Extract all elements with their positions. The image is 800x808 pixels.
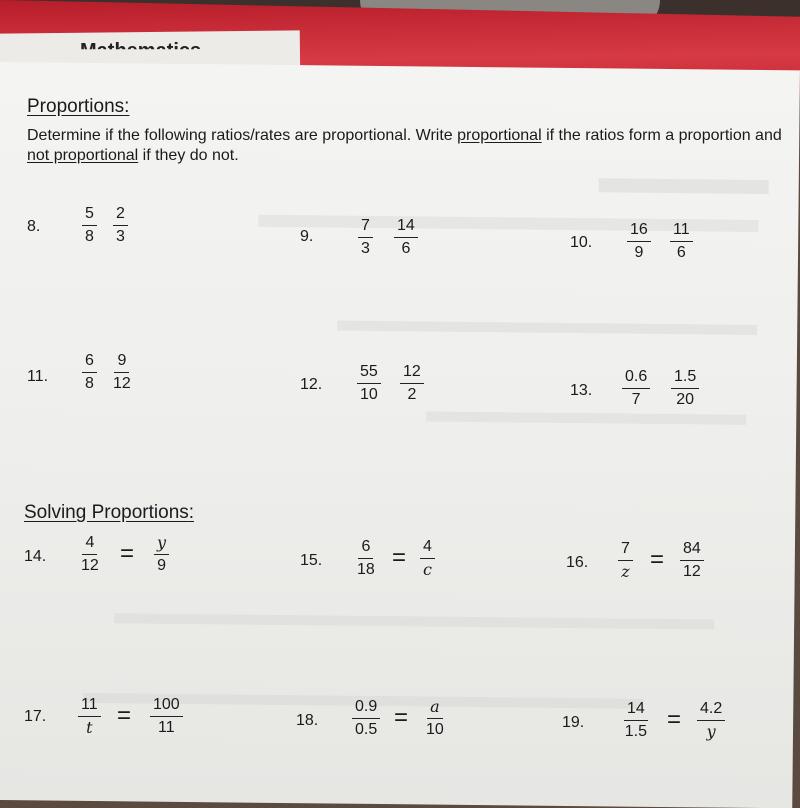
problem-10-number: 10. bbox=[570, 234, 593, 251]
problem-19-number: 19. bbox=[562, 714, 585, 731]
problem-8-ratio-a: $\frac{5}{8}$ bbox=[82, 205, 97, 246]
problem-19-equals: = bbox=[667, 706, 682, 733]
problem-19-ratio-a: $\frac{14}{1.5}$ bbox=[624, 700, 648, 740]
problem-18-ratio-b: $\frac{a}{10}$ bbox=[426, 697, 444, 738]
problem-15-equals: = bbox=[392, 544, 407, 571]
problem-11-ratio-b: $\frac{9}{12}$ bbox=[113, 352, 131, 392]
problem-17-ratio-a: $\frac{11}{t}$ bbox=[78, 696, 101, 737]
section-heading-proportions: Proportions: bbox=[27, 96, 130, 117]
problem-15-number: 15. bbox=[300, 552, 323, 569]
problem-9-ratio-b: $\frac{14}{6}$ bbox=[394, 217, 418, 258]
problem-15-ratio-b: $\frac{4}{c}$ bbox=[420, 538, 435, 579]
problem-15-ratio-a: $\frac{6}{18}$ bbox=[357, 538, 375, 578]
problem-8-ratio-b: $\frac{2}{3}$ bbox=[113, 205, 128, 246]
instructions: Determine if the following ratios/rates are proportional. Write proportional if the ratios form a proportion and not proportional if they do not. bbox=[27, 127, 782, 164]
problem-18-equals: = bbox=[394, 704, 409, 731]
problem-13-ratio-a: $\frac{0.6}{7}$ bbox=[622, 368, 650, 409]
problem-17-ratio-b: $\frac{100}{11}$ bbox=[150, 696, 183, 737]
problem-10-ratio-a: $\frac{16}{9}$ bbox=[627, 221, 651, 262]
problem-14-number: 14. bbox=[24, 548, 47, 565]
problem-13-number: 13. bbox=[570, 382, 593, 399]
problem-10-ratio-b: $\frac{11}{6}$ bbox=[670, 221, 693, 262]
problem-12-number: 12. bbox=[300, 376, 323, 393]
problem-18-ratio-a: $\frac{0.9}{0.5}$ bbox=[352, 698, 380, 739]
problem-14-ratio-b: $\frac{y}{9}$ bbox=[154, 534, 169, 575]
problem-16-equals: = bbox=[650, 546, 665, 573]
problem-11-ratio-a: $\frac{6}{8}$ bbox=[82, 352, 97, 393]
problem-11-number: 11. bbox=[27, 368, 49, 385]
problem-9-number: 9. bbox=[300, 228, 314, 245]
problem-18-number: 18. bbox=[296, 712, 319, 729]
section-heading-solving-proportions: Solving Proportions: bbox=[24, 502, 195, 523]
problem-12-ratio-b: $\frac{12}{2}$ bbox=[400, 363, 424, 404]
problem-16-ratio-b: $\frac{84}{12}$ bbox=[680, 540, 704, 581]
problem-16-ratio-a: $\frac{7}{z}$ bbox=[618, 540, 633, 581]
problem-14-equals: = bbox=[120, 540, 135, 567]
problem-17-equals: = bbox=[117, 702, 132, 729]
problem-8-number: 8. bbox=[27, 218, 41, 235]
problem-12-ratio-a: $\frac{55}{10}$ bbox=[357, 363, 381, 404]
problem-13-ratio-b: $\frac{1.5}{20}$ bbox=[671, 368, 699, 409]
problem-14-ratio-a: $\frac{4}{12}$ bbox=[81, 534, 99, 574]
problem-17-number: 17. bbox=[24, 708, 47, 725]
problem-16-number: 16. bbox=[566, 554, 589, 571]
problem-9-ratio-a: $\frac{7}{3}$ bbox=[358, 217, 373, 258]
problem-19-ratio-b: $\frac{4.2}{y}$ bbox=[697, 700, 725, 741]
